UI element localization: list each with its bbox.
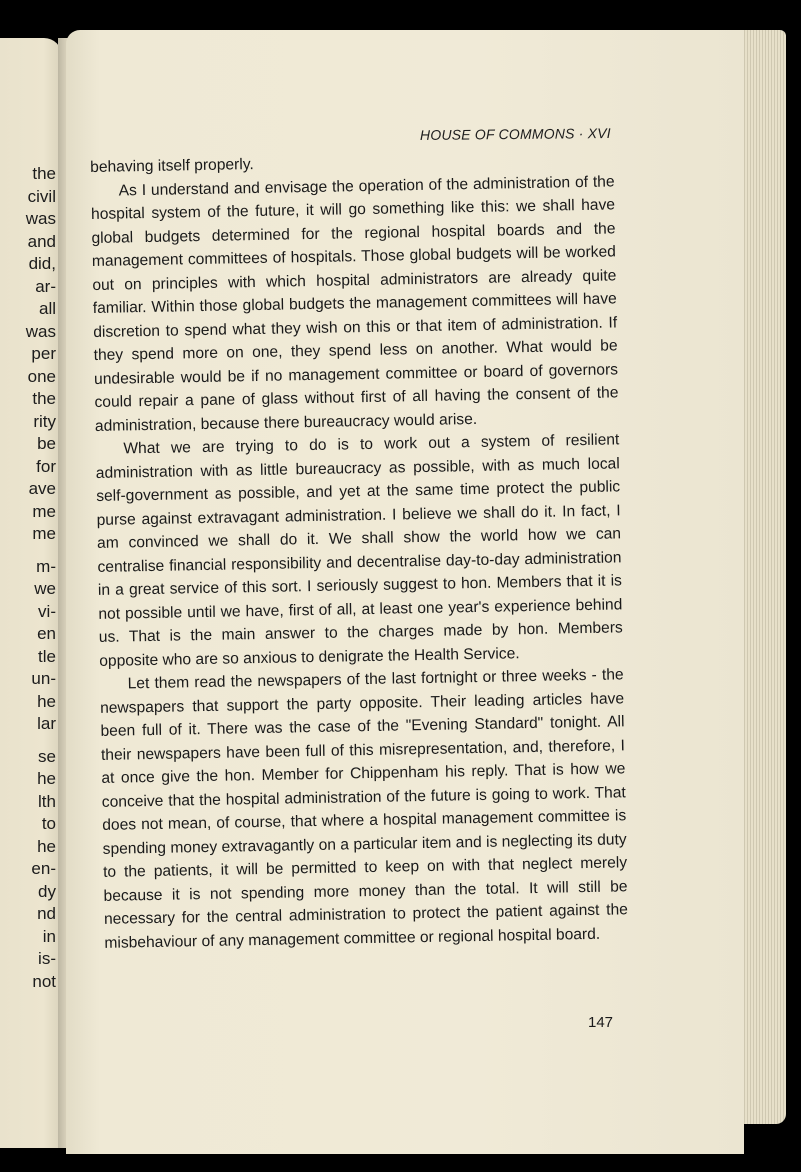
left-page-fragment: we xyxy=(34,579,56,598)
left-page-fragment: un- xyxy=(31,669,56,688)
left-page-fragment: is- xyxy=(38,949,56,968)
body-text xyxy=(90,146,629,954)
left-page-gap xyxy=(26,546,56,556)
left-page-fragment: lar xyxy=(37,714,56,733)
left-page-fragment: one xyxy=(27,366,56,386)
paragraph: What we are trying to do is to work out a system of resilient administration with as little bureaucracy as possible, with as much local self-government as possible, and yet at the same time protect the public purse against extravagant administration. I believe we shall do it. In fact, I am convinced we shall do it. We shall show the world how we can centralise financial responsibility and decentralise day-to-day administration in a great service of this sort. I seriously suggest to hon. Members that it is not possible until we have, first of all, at least one year's experience behind us. That is the main answer to the charges made by hon. Members opposite who are so anxious to denigrate the Health Service. xyxy=(95,431,623,670)
left-page-fragment: he xyxy=(37,769,56,788)
page-number: 147 xyxy=(588,1014,614,1031)
left-page-fragment: he xyxy=(37,691,56,711)
left-page-fragment: lth xyxy=(38,791,56,811)
left-page-fragment: vi- xyxy=(38,601,56,621)
left-page-fragment: me xyxy=(32,524,56,543)
left-page-fragment: rity xyxy=(33,411,56,431)
left-page xyxy=(0,38,62,1148)
left-page-fragment: me xyxy=(32,501,56,521)
left-page-fragment: the xyxy=(32,164,56,183)
left-page-fragment: civil xyxy=(27,186,56,206)
left-page-fragment: nd xyxy=(37,904,56,923)
left-page-fragment: not xyxy=(32,971,56,991)
left-page-fragment: m- xyxy=(36,556,56,576)
left-page-fragment: was xyxy=(25,321,56,341)
left-page-fragment: for xyxy=(36,456,56,476)
left-page-fragment: the xyxy=(32,389,56,408)
left-page-gap xyxy=(26,736,56,746)
left-page-fragment: to xyxy=(41,814,56,833)
left-page-fragment: ave xyxy=(28,479,56,498)
running-head: HOUSE OF COMMONS · XVI xyxy=(419,125,611,143)
left-page-fragment: en xyxy=(37,624,56,643)
left-page-fragment: dy xyxy=(38,881,56,901)
left-page-fragment: se xyxy=(38,746,56,766)
left-page-fragment: all xyxy=(38,299,56,318)
paragraph: behaving itself properly. xyxy=(90,156,254,176)
left-page-fragment: be xyxy=(37,434,56,453)
left-page-text-fragments xyxy=(26,163,56,993)
left-page-fragment: was xyxy=(25,209,56,228)
left-page-fragment: ar- xyxy=(35,276,56,296)
left-page-fragment: and xyxy=(27,231,56,251)
left-page-fragment: en- xyxy=(31,859,56,878)
left-page-fragment: he xyxy=(37,836,56,856)
paragraph: As I understand and envisage the operation of the administration of the hospital system of the future, it will go something like this: we shall have global budgets determined for the regional hospital boards and the management committees of hospitals. Those global budgets will be worked out on principles with which hospital administrators are already quite familiar. Within those global budgets the management committees will have discretion to spend what they wish on this or that item of administration. If they spend more on one, they spend less on another. What would be undesirable would be if no management committee or board of governors could repair a pane of glass without first of all having the consent of the administration, because there bureaucracy would arise. xyxy=(90,172,619,435)
left-page-fragment: in xyxy=(42,926,56,946)
paragraph: Let them read the newspapers of the last fortnight or three weeks - the newspapers that support the party opposite. Their leading articles have been full of it. There was the case of the "Evening Standard" tonight. All their newspapers have been full of this misrepresentation, and, therefore, I at once give the hon. Member for Chippenham his reply. That is how we conceive that the hospital administration of the future is going to work. That does not mean, of course, that where a hospital management committee is spending money extravagantly on a particular item and is neglecting its duty to the patients, it will be permitted to keep on with that neglect merely because it is not spending more money than the total. It will still be necessary for the central administration to protect the patient against the misbehaviour of any management committee or regional hospital board. xyxy=(99,666,629,952)
left-page-fragment: per xyxy=(31,344,56,363)
left-page-fragment: did, xyxy=(28,254,56,273)
left-page-fragment: tle xyxy=(38,646,56,666)
